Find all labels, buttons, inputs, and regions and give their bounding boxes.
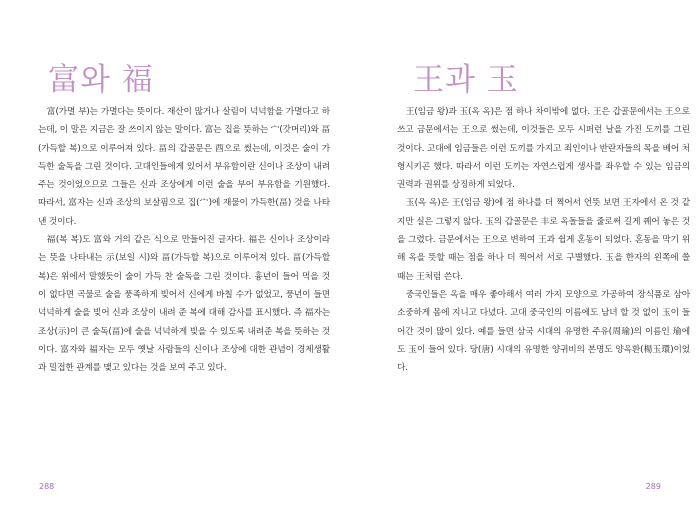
paragraph: 王(임금 왕)과 玉(옥 옥)은 점 하나 차이밖에 없다. 王은 갑골문에서는 王으로 쓰고 금문에서는 王으로 썼는데, 이것들은 모두 시퍼런 날을 가진 도끼를 그린 것이다. 고대에 임금들은 이런 도끼를 가지고 죄인이나 반란자들의 목을 베어 처형시키곤 했다. 따라서 이런 도끼는 자연스럽게 생사를 좌우할 수 있는 임금의 권력과 권위를 상징하게 되었다. <box>397 107 690 191</box>
paragraph: 福(복 복)도 富와 거의 같은 식으로 만들어진 글자다. 福은 신이나 조상이라는 뜻을 나타내는 示(보일 시)와 畐(가득할 복)으로 이루어져 있다. 畐(가득할 복)은 위에서 말했듯이 술이 가득 찬 술독을 그린 것이다. 흉년이 들어 먹을 것이 없다면 곡물로 술을 풍족하게 빚어서 신에게 바칠 수가 없었고, 풍년이 들면 넉넉하게 술을 빚어 신과 조상이 내려 준 복에 대해 감사를 표시했다. 즉 福자는 조상(示)이 큰 술독(畐)에 술을 넉넉하게 빚을 수 있도록 내려준 복을 뜻하는 것이다. 富자와 福자는 모두 옛날 사람들의 신이나 조상에 대한 관념이 경제생활과 밀접한 관계를 맺고 있다는 것을 보여 주고 있다. <box>38 235 330 374</box>
page-number: 289 <box>645 482 661 491</box>
paragraph: 富(가멸 부)는 가멸다는 뜻이다. 재산이 많거나 살림이 넉넉함을 가멸다고 하는데, 이 말은 지금은 잘 쓰이지 않는 말이다. 富는 집을 뜻하는 宀(갓머리)와 畐(가득할 복)으로 이루어져 있다. 畐의 갑골문은 酉으로 썼는데, 이것은 술이 가득한 술독을 그린 것이다. 고대인들에게 있어서 부유함이란 신이나 조상이 내려 주는 것이었으므로 그들은 신과 조상에게 이런 술을 부어 부유함을 기원했다. 따라서, 富자는 신과 조상의 보살핌으로 집(宀)에 재물이 가득한(畐) 것을 나타낸 것이다. <box>38 107 330 227</box>
page-title: 富와 福 <box>48 62 154 98</box>
page-number: 288 <box>39 482 55 491</box>
paragraph: 중국인들은 옥을 매우 좋아해서 여러 가지 모양으로 가공하여 장식품로 삼아 소중하게 몸에 지니고 다녔다. 고대 중국인의 이름에도 남녀 할 것 없이 玉이 들어간 것이 많이 있다. 예를 들면 삼국 시대의 유명한 주유(周瑜)의 이름인 瑜에도 玉이 들어 있다. 당(唐) 시대의 유명한 양귀비의 본명도 양옥환(楊玉環)이었다. <box>397 289 690 374</box>
right-page <box>350 0 700 517</box>
body-text <box>38 103 330 377</box>
paragraph: 玉(옥 옥)은 王(임금 왕)에 점 하나를 더 찍어서 언뜻 보면 王자에서 온 것 같지만 실은 그렇지 않다. 玉의 갑골문은 丰로 옥돌들을 줄로써 길게 꿰어 놓은 것을 그렸다. 금문에서는 王으로 변하여 王과 쉽게 혼동이 되었다. 혼동을 막기 위해 옥을 뜻할 때는 점을 하나 더 찍어서 서로 구별했다. 玉을 한자의 왼쪽에 쓸 때는 王처럼 쓴다. <box>397 198 690 282</box>
body-text <box>397 103 690 377</box>
page-title: 王과 玉 <box>413 62 519 98</box>
